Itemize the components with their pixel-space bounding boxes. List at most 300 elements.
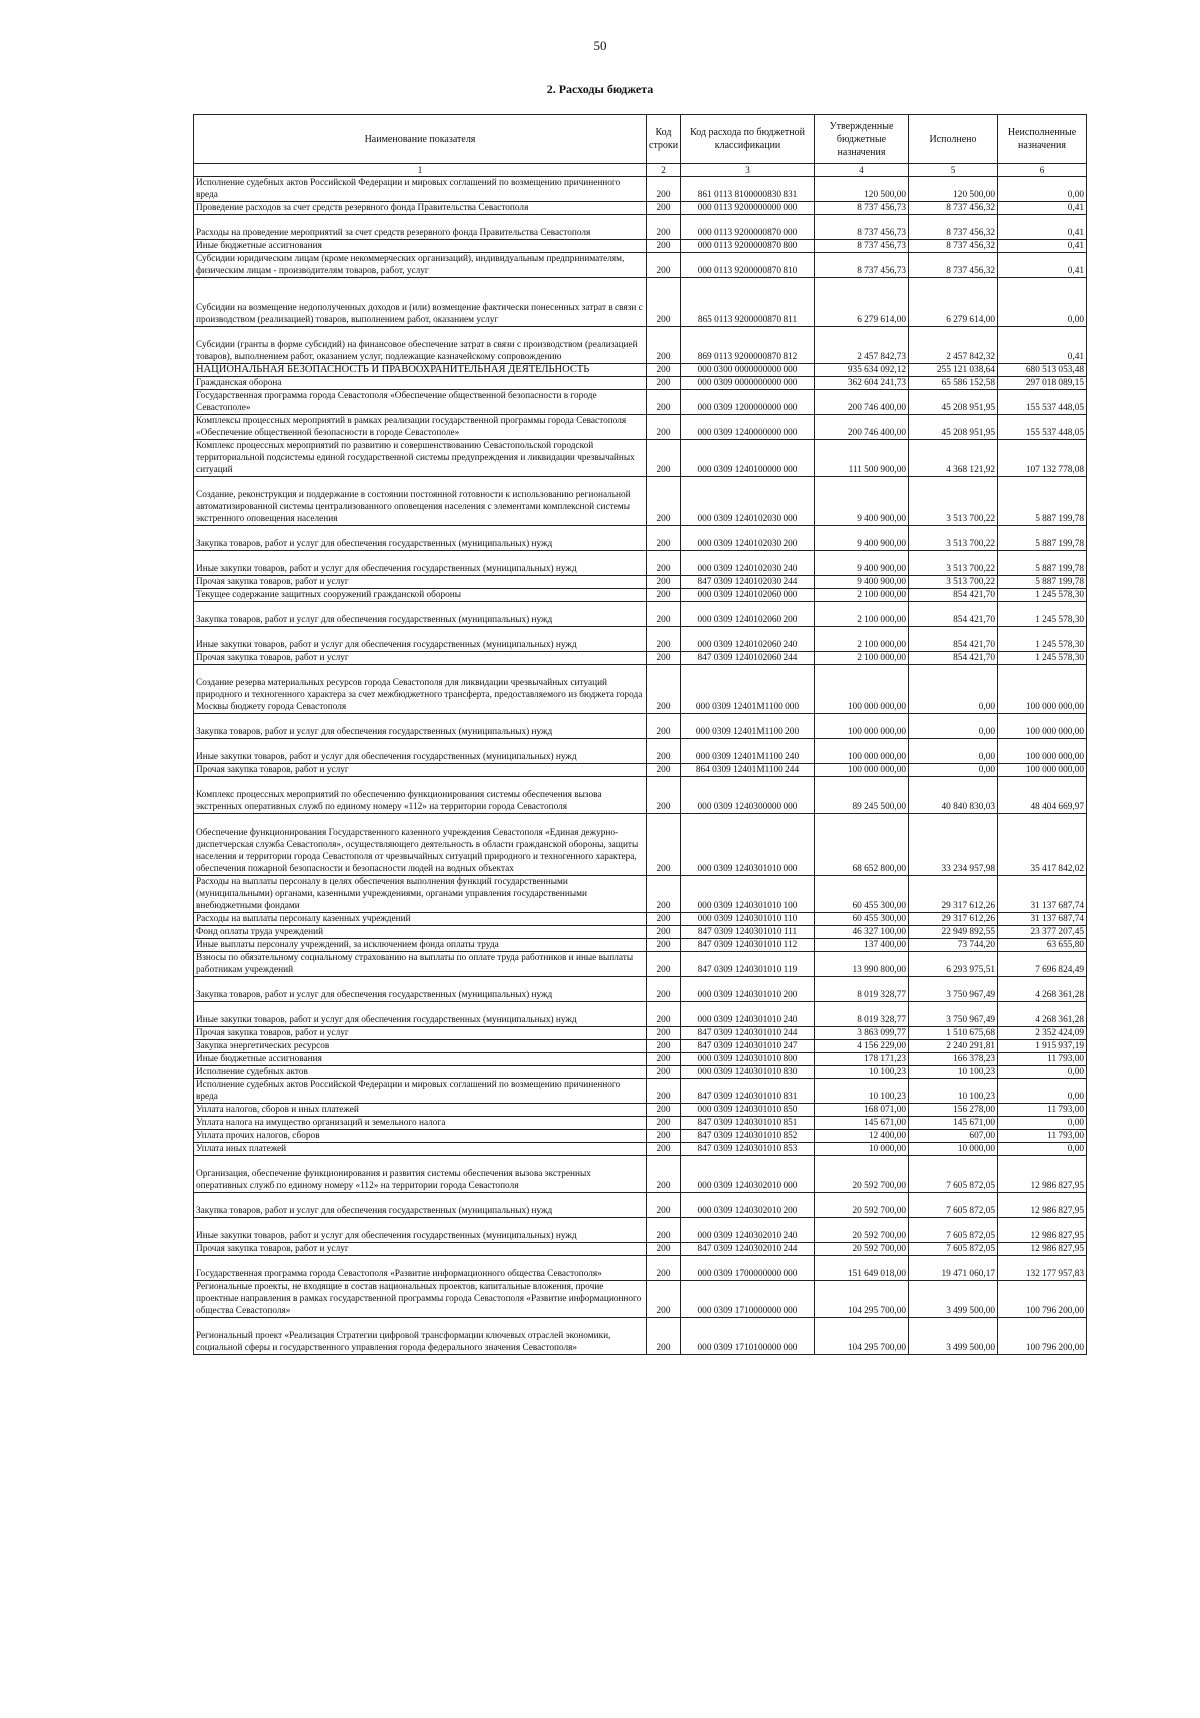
- row-executed: 3 499 500,00: [909, 1318, 998, 1355]
- row-line-code: 200: [647, 1193, 681, 1218]
- table-row: [194, 202, 1087, 215]
- row-approved: 200 746 400,00: [815, 390, 909, 415]
- table-row: [194, 739, 1087, 764]
- row-classification-code: 000 0309 1240102060 000: [681, 589, 815, 602]
- row-executed: 22 949 892,55: [909, 926, 998, 939]
- table-row: [194, 1256, 1087, 1281]
- row-approved: 2 100 000,00: [815, 589, 909, 602]
- table-row: [194, 1066, 1087, 1079]
- row-executed: 120 500,00: [909, 177, 998, 202]
- row-classification-code: 000 0309 12401M1100 000: [681, 665, 815, 714]
- row-line-code: 200: [647, 1079, 681, 1104]
- row-name: Прочая закупка товаров, работ и услуг: [194, 1027, 647, 1040]
- row-approved: 120 500,00: [815, 177, 909, 202]
- row-executed: 3 513 700,22: [909, 551, 998, 576]
- row-name: Текущее содержание защитных сооружений гражданской обороны: [194, 589, 647, 602]
- row-executed: 19 471 060,17: [909, 1256, 998, 1281]
- row-line-code: 200: [647, 1053, 681, 1066]
- row-executed: 156 278,00: [909, 1104, 998, 1117]
- row-name: Прочая закупка товаров, работ и услуг: [194, 652, 647, 665]
- row-name: Исполнение судебных актов Российской Федерации и мировых соглашений по возмещению причиненного вреда: [194, 177, 647, 202]
- row-name: Фонд оплаты труда учреждений: [194, 926, 647, 939]
- row-classification-code: 000 0309 1240301010 110: [681, 913, 815, 926]
- row-approved: 20 592 700,00: [815, 1156, 909, 1193]
- row-line-code: 200: [647, 602, 681, 627]
- row-line-code: 200: [647, 1256, 681, 1281]
- row-line-code: 200: [647, 714, 681, 739]
- header-approved: Утвержденные бюджетные назначения: [815, 115, 909, 164]
- row-name: Комплексы процессных мероприятий в рамках реализации государственной программы города Севастополя «Обеспечение общественной безопасности в городе Севастополе»: [194, 415, 647, 440]
- row-approved: 13 990 800,00: [815, 952, 909, 977]
- row-executed: 45 208 951,95: [909, 390, 998, 415]
- table-row: [194, 1218, 1087, 1243]
- row-executed: 0,00: [909, 764, 998, 777]
- row-name: Государственная программа города Севастополя «Обеспечение общественной безопасности в городе Севастополе»: [194, 390, 647, 415]
- table-row: [194, 1117, 1087, 1130]
- row-name: НАЦИОНАЛЬНАЯ БЕЗОПАСНОСТЬ И ПРАВООХРАНИТЕЛЬНАЯ ДЕЯТЕЛЬНОСТЬ: [194, 364, 647, 377]
- row-unexecuted: 1 245 578,30: [998, 627, 1087, 652]
- row-line-code: 200: [647, 551, 681, 576]
- row-unexecuted: 100 000 000,00: [998, 739, 1087, 764]
- column-number: 1: [194, 164, 647, 177]
- row-classification-code: 000 0309 1240100000 000: [681, 440, 815, 477]
- row-unexecuted: 35 417 842,02: [998, 814, 1087, 876]
- row-classification-code: 000 0309 1240102060 200: [681, 602, 815, 627]
- row-line-code: 200: [647, 977, 681, 1002]
- row-approved: 20 592 700,00: [815, 1243, 909, 1256]
- table-row: [194, 1193, 1087, 1218]
- table-row: [194, 1281, 1087, 1318]
- row-unexecuted: 100 796 200,00: [998, 1281, 1087, 1318]
- row-classification-code: 000 0309 1240102030 000: [681, 477, 815, 526]
- table-row: [194, 1027, 1087, 1040]
- row-line-code: 200: [647, 764, 681, 777]
- row-executed: 65 586 152,58: [909, 377, 998, 390]
- row-name: Закупка товаров, работ и услуг для обеспечения государственных (муниципальных) нужд: [194, 526, 647, 551]
- table-row: [194, 576, 1087, 589]
- row-executed: 0,00: [909, 714, 998, 739]
- row-classification-code: 000 0300 0000000000 000: [681, 364, 815, 377]
- row-line-code: 200: [647, 278, 681, 327]
- row-line-code: 200: [647, 1117, 681, 1130]
- table-row: [194, 1318, 1087, 1355]
- table-row: [194, 253, 1087, 278]
- table-row: [194, 876, 1087, 913]
- row-approved: 2 100 000,00: [815, 627, 909, 652]
- row-executed: 33 234 957,98: [909, 814, 998, 876]
- row-classification-code: 000 0309 12401M1100 200: [681, 714, 815, 739]
- table-row: [194, 377, 1087, 390]
- row-approved: 100 000 000,00: [815, 714, 909, 739]
- row-name: Уплата налогов, сборов и иных платежей: [194, 1104, 647, 1117]
- table-row: [194, 526, 1087, 551]
- page-number: 50: [593, 38, 607, 53]
- row-unexecuted: 132 177 957,83: [998, 1256, 1087, 1281]
- row-approved: 2 457 842,73: [815, 327, 909, 364]
- row-name: Организация, обеспечение функционирования и развития системы обеспечения вызова экстренных оперативных служб по единому номеру «112» на территории города Севастополя: [194, 1156, 647, 1193]
- row-line-code: 200: [647, 627, 681, 652]
- row-name: Создание, реконструкция и поддержание в состоянии постоянной готовности к использованию региональной автоматизированной системы централизованного оповещения населения с элементами комплексной системы экстренного оповещения населения: [194, 477, 647, 526]
- row-name: Уплата иных платежей: [194, 1143, 647, 1156]
- row-unexecuted: 7 696 824,49: [998, 952, 1087, 977]
- row-line-code: 200: [647, 327, 681, 364]
- row-unexecuted: 5 887 199,78: [998, 477, 1087, 526]
- row-unexecuted: 4 268 361,28: [998, 977, 1087, 1002]
- row-classification-code: 847 0309 1240301010 852: [681, 1130, 815, 1143]
- row-name: Прочая закупка товаров, работ и услуг: [194, 576, 647, 589]
- row-unexecuted: 12 986 827,95: [998, 1243, 1087, 1256]
- row-name: Закупка товаров, работ и услуг для обеспечения государственных (муниципальных) нужд: [194, 977, 647, 1002]
- row-executed: 2 240 291,81: [909, 1040, 998, 1053]
- row-unexecuted: 0,41: [998, 215, 1087, 240]
- row-executed: 8 737 456,32: [909, 253, 998, 278]
- column-number: 6: [998, 164, 1087, 177]
- row-unexecuted: 23 377 207,45: [998, 926, 1087, 939]
- row-classification-code: 000 0113 9200000000 000: [681, 202, 815, 215]
- row-classification-code: 000 0309 1710000000 000: [681, 1281, 815, 1318]
- row-approved: 60 455 300,00: [815, 876, 909, 913]
- row-line-code: 200: [647, 1130, 681, 1143]
- row-classification-code: 847 0309 1240301010 111: [681, 926, 815, 939]
- row-line-code: 200: [647, 240, 681, 253]
- row-unexecuted: 0,00: [998, 278, 1087, 327]
- row-classification-code: 000 0309 1700000000 000: [681, 1256, 815, 1281]
- table-row: [194, 602, 1087, 627]
- row-name: Расходы на проведение мероприятий за счет средств резервного фонда Правительства Севастополя: [194, 215, 647, 240]
- row-classification-code: 000 0309 1240302010 240: [681, 1218, 815, 1243]
- table-row: [194, 327, 1087, 364]
- row-line-code: 200: [647, 589, 681, 602]
- row-line-code: 200: [647, 390, 681, 415]
- row-classification-code: 000 0113 9200000870 810: [681, 253, 815, 278]
- row-executed: 7 605 872,05: [909, 1156, 998, 1193]
- row-name: Субсидии юридическим лицам (кроме некоммерческих организаций), индивидуальным предпринимателям, физическим лицам - производителям товаров, работ, услуг: [194, 253, 647, 278]
- row-name: Иные бюджетные ассигнования: [194, 1053, 647, 1066]
- table-row: [194, 477, 1087, 526]
- row-unexecuted: 100 000 000,00: [998, 665, 1087, 714]
- row-line-code: 200: [647, 415, 681, 440]
- table-row: [194, 952, 1087, 977]
- row-line-code: 200: [647, 477, 681, 526]
- row-unexecuted: 297 018 089,15: [998, 377, 1087, 390]
- row-name: Комплекс процессных мероприятий по обеспечению функционирования системы обеспечения вызова экстренных оперативных служб по единому номеру «112» на территории города Севастополя: [194, 777, 647, 814]
- row-name: Закупка энергетических ресурсов: [194, 1040, 647, 1053]
- row-unexecuted: 0,00: [998, 1143, 1087, 1156]
- row-classification-code: 864 0309 12401M1100 244: [681, 764, 815, 777]
- row-unexecuted: 5 887 199,78: [998, 526, 1087, 551]
- row-executed: 7 605 872,05: [909, 1218, 998, 1243]
- row-executed: 3 513 700,22: [909, 477, 998, 526]
- row-approved: 8 019 328,77: [815, 1002, 909, 1027]
- row-unexecuted: 1 245 578,30: [998, 589, 1087, 602]
- row-name: Иные закупки товаров, работ и услуг для обеспечения государственных (муниципальных) нужд: [194, 739, 647, 764]
- row-approved: 10 100,23: [815, 1079, 909, 1104]
- table-row: [194, 551, 1087, 576]
- row-unexecuted: 1 245 578,30: [998, 602, 1087, 627]
- row-unexecuted: 0,00: [998, 177, 1087, 202]
- row-unexecuted: 0,41: [998, 202, 1087, 215]
- row-executed: 854 421,70: [909, 589, 998, 602]
- row-name: Создание резерва материальных ресурсов города Севастополя для ликвидации чрезвычайных ситуаций природного и техногенного характера за счет межбюджетного трансферта, предоставляемого из бюджета города Москвы бюджету города Севастополя: [194, 665, 647, 714]
- row-name: Расходы на выплаты персоналу в целях обеспечения выполнения функций государственными (муниципальными) органами, казенными учреждениями, органами управления государственными внебюджетными фондами: [194, 876, 647, 913]
- row-executed: 73 744,20: [909, 939, 998, 952]
- row-approved: 100 000 000,00: [815, 739, 909, 764]
- row-approved: 151 649 018,00: [815, 1256, 909, 1281]
- table-row: [194, 665, 1087, 714]
- row-line-code: 200: [647, 202, 681, 215]
- row-approved: 46 327 100,00: [815, 926, 909, 939]
- table-row: [194, 652, 1087, 665]
- header-unexecuted: Неисполненные назначения: [998, 115, 1087, 164]
- row-classification-code: 000 0309 1240102030 240: [681, 551, 815, 576]
- row-unexecuted: 2 352 424,09: [998, 1027, 1087, 1040]
- table-row: [194, 215, 1087, 240]
- row-approved: 137 400,00: [815, 939, 909, 952]
- row-name: Уплата налога на имущество организаций и земельного налога: [194, 1117, 647, 1130]
- table-row: [194, 278, 1087, 327]
- row-approved: 8 019 328,77: [815, 977, 909, 1002]
- row-line-code: 200: [647, 1156, 681, 1193]
- row-executed: 3 750 967,49: [909, 977, 998, 1002]
- row-line-code: 200: [647, 1002, 681, 1027]
- row-line-code: 200: [647, 215, 681, 240]
- row-unexecuted: 0,00: [998, 1117, 1087, 1130]
- table-row: [194, 415, 1087, 440]
- row-unexecuted: 155 537 448,05: [998, 390, 1087, 415]
- row-unexecuted: 11 793,00: [998, 1130, 1087, 1143]
- table-row: [194, 1040, 1087, 1053]
- row-unexecuted: 155 537 448,05: [998, 415, 1087, 440]
- row-approved: 935 634 092,12: [815, 364, 909, 377]
- row-classification-code: 000 0309 1240301010 850: [681, 1104, 815, 1117]
- row-line-code: 200: [647, 1040, 681, 1053]
- row-name: Уплата прочих налогов, сборов: [194, 1130, 647, 1143]
- row-classification-code: 861 0113 8100000830 831: [681, 177, 815, 202]
- row-executed: 10 000,00: [909, 1143, 998, 1156]
- table-row: [194, 1143, 1087, 1156]
- header-classification-code: Код расхода по бюджетной классификации: [681, 115, 815, 164]
- row-unexecuted: 107 132 778,08: [998, 440, 1087, 477]
- row-executed: 7 605 872,05: [909, 1243, 998, 1256]
- row-unexecuted: 100 000 000,00: [998, 764, 1087, 777]
- table-row: [194, 1079, 1087, 1104]
- row-approved: 104 295 700,00: [815, 1318, 909, 1355]
- row-classification-code: 847 0309 1240301010 112: [681, 939, 815, 952]
- row-approved: 168 071,00: [815, 1104, 909, 1117]
- row-classification-code: 000 0309 1240301010 800: [681, 1053, 815, 1066]
- row-classification-code: 847 0309 1240301010 831: [681, 1079, 815, 1104]
- row-approved: 104 295 700,00: [815, 1281, 909, 1318]
- row-unexecuted: 0,41: [998, 240, 1087, 253]
- row-executed: 29 317 612,26: [909, 876, 998, 913]
- row-classification-code: 847 0309 1240301010 244: [681, 1027, 815, 1040]
- section-title: 2. Расходы бюджета: [546, 82, 654, 96]
- row-approved: 145 671,00: [815, 1117, 909, 1130]
- row-executed: 10 100,23: [909, 1066, 998, 1079]
- row-approved: 2 100 000,00: [815, 602, 909, 627]
- row-name: Региональный проект «Реализация Стратегии цифровой трансформации ключевых отраслей экономики, социальной сферы и государственного управления города федерального значения Севастополя»: [194, 1318, 647, 1355]
- row-executed: 29 317 612,26: [909, 913, 998, 926]
- row-classification-code: 000 0309 1240301010 200: [681, 977, 815, 1002]
- row-classification-code: 000 0309 1240301010 100: [681, 876, 815, 913]
- row-line-code: 200: [647, 814, 681, 876]
- row-executed: 0,00: [909, 665, 998, 714]
- row-approved: 9 400 900,00: [815, 576, 909, 589]
- row-classification-code: 847 0309 1240301010 853: [681, 1143, 815, 1156]
- row-unexecuted: 4 268 361,28: [998, 1002, 1087, 1027]
- row-unexecuted: 0,00: [998, 1079, 1087, 1104]
- row-unexecuted: 11 793,00: [998, 1053, 1087, 1066]
- row-unexecuted: 12 986 827,95: [998, 1218, 1087, 1243]
- row-executed: 854 421,70: [909, 602, 998, 627]
- table-row: [194, 926, 1087, 939]
- row-classification-code: 847 0309 1240102060 244: [681, 652, 815, 665]
- table-row: [194, 1053, 1087, 1066]
- row-approved: 10 000,00: [815, 1143, 909, 1156]
- row-name: Исполнение судебных актов Российской Федерации и мировых соглашений по возмещению причиненного вреда: [194, 1079, 647, 1104]
- row-classification-code: 000 0309 1240300000 000: [681, 777, 815, 814]
- column-number: 4: [815, 164, 909, 177]
- row-executed: 6 293 975,51: [909, 952, 998, 977]
- row-name: Гражданская оборона: [194, 377, 647, 390]
- row-name: Иные бюджетные ассигнования: [194, 240, 647, 253]
- table-row: [194, 1002, 1087, 1027]
- row-name: Прочая закупка товаров, работ и услуг: [194, 764, 647, 777]
- row-classification-code: 847 0309 1240302010 244: [681, 1243, 815, 1256]
- row-executed: 6 279 614,00: [909, 278, 998, 327]
- row-name: Государственная программа города Севастополя «Развитие информационного общества Севастополя»: [194, 1256, 647, 1281]
- row-classification-code: 000 0309 1240301010 240: [681, 1002, 815, 1027]
- row-line-code: 200: [647, 739, 681, 764]
- row-unexecuted: 680 513 053,48: [998, 364, 1087, 377]
- row-approved: 20 592 700,00: [815, 1193, 909, 1218]
- row-line-code: 200: [647, 177, 681, 202]
- row-executed: 1 510 675,68: [909, 1027, 998, 1040]
- row-executed: 3 750 967,49: [909, 1002, 998, 1027]
- row-classification-code: 847 0309 1240301010 851: [681, 1117, 815, 1130]
- row-name: Субсидии на возмещение недополученных доходов и (или) возмещение фактически понесенных затрат в связи с производством (реализацией) товаров, выполнением работ, оказанием услуг: [194, 278, 647, 327]
- row-name: Иные закупки товаров, работ и услуг для обеспечения государственных (муниципальных) нужд: [194, 1218, 647, 1243]
- row-executed: 45 208 951,95: [909, 415, 998, 440]
- row-executed: 607,00: [909, 1130, 998, 1143]
- row-line-code: 200: [647, 1104, 681, 1117]
- table-row: [194, 1156, 1087, 1193]
- row-approved: 362 604 241,73: [815, 377, 909, 390]
- table-row: [194, 977, 1087, 1002]
- row-name: Комплекс процессных мероприятий по развитию и совершенствованию Севастопольской городской территориальной подсистемы единой государственной системы предупреждения и ликвидации чрезвычайных ситуаций: [194, 440, 647, 477]
- row-approved: 89 245 500,00: [815, 777, 909, 814]
- row-name: Закупка товаров, работ и услуг для обеспечения государственных (муниципальных) нужд: [194, 1193, 647, 1218]
- row-approved: 9 400 900,00: [815, 526, 909, 551]
- table-row: [194, 939, 1087, 952]
- row-classification-code: 000 0309 1240000000 000: [681, 415, 815, 440]
- row-approved: 8 737 456,73: [815, 253, 909, 278]
- row-line-code: 200: [647, 777, 681, 814]
- row-unexecuted: 100 000 000,00: [998, 714, 1087, 739]
- table-row: [194, 814, 1087, 876]
- row-classification-code: 000 0309 1240301010 000: [681, 814, 815, 876]
- row-approved: 3 863 099,77: [815, 1027, 909, 1040]
- row-approved: 68 652 800,00: [815, 814, 909, 876]
- row-classification-code: 865 0113 9200000870 811: [681, 278, 815, 327]
- row-name: Субсидии (гранты в форме субсидий) на финансовое обеспечение затрат в связи с производством (реализацией товаров), выполнением работ, оказанием услуг, подлежащие казначейскому сопровождению: [194, 327, 647, 364]
- row-unexecuted: 31 137 687,74: [998, 913, 1087, 926]
- row-line-code: 200: [647, 526, 681, 551]
- row-unexecuted: 48 404 669,97: [998, 777, 1087, 814]
- row-name: Иные выплаты персоналу учреждений, за исключением фонда оплаты труда: [194, 939, 647, 952]
- table-row: [194, 764, 1087, 777]
- row-unexecuted: 12 986 827,95: [998, 1156, 1087, 1193]
- row-approved: 8 737 456,73: [815, 240, 909, 253]
- row-name: Иные закупки товаров, работ и услуг для обеспечения государственных (муниципальных) нужд: [194, 551, 647, 576]
- row-name: Взносы по обязательному социальному страхованию на выплаты по оплате труда работников и иные выплаты работникам учреждений: [194, 952, 647, 977]
- table-row: [194, 777, 1087, 814]
- row-name: Прочая закупка товаров, работ и услуг: [194, 1243, 647, 1256]
- row-classification-code: 847 0309 1240102030 244: [681, 576, 815, 589]
- row-executed: 8 737 456,32: [909, 240, 998, 253]
- row-approved: 60 455 300,00: [815, 913, 909, 926]
- row-unexecuted: 0,41: [998, 327, 1087, 364]
- row-approved: 20 592 700,00: [815, 1218, 909, 1243]
- header-executed: Исполнено: [909, 115, 998, 164]
- row-line-code: 200: [647, 377, 681, 390]
- row-executed: 3 513 700,22: [909, 526, 998, 551]
- table-row: [194, 589, 1087, 602]
- table-body: [194, 177, 1087, 1355]
- row-line-code: 200: [647, 576, 681, 589]
- row-classification-code: 000 0113 9200000870 800: [681, 240, 815, 253]
- row-executed: 166 378,23: [909, 1053, 998, 1066]
- header-line-code: Код строки: [647, 115, 681, 164]
- row-name: Исполнение судебных актов: [194, 1066, 647, 1079]
- header-name: Наименование показателя: [194, 115, 647, 164]
- row-line-code: 200: [647, 926, 681, 939]
- row-approved: 111 500 900,00: [815, 440, 909, 477]
- row-unexecuted: 100 796 200,00: [998, 1318, 1087, 1355]
- row-executed: 10 100,23: [909, 1079, 998, 1104]
- row-approved: 4 156 229,00: [815, 1040, 909, 1053]
- table-row: [194, 913, 1087, 926]
- row-line-code: 200: [647, 1027, 681, 1040]
- column-number: 5: [909, 164, 998, 177]
- row-name: Иные закупки товаров, работ и услуг для обеспечения государственных (муниципальных) нужд: [194, 1002, 647, 1027]
- row-line-code: 200: [647, 1281, 681, 1318]
- table-row: [194, 1130, 1087, 1143]
- row-executed: 854 421,70: [909, 627, 998, 652]
- row-unexecuted: 1 915 937,19: [998, 1040, 1087, 1053]
- table-row: [194, 440, 1087, 477]
- row-unexecuted: 1 245 578,30: [998, 652, 1087, 665]
- row-classification-code: 000 0309 12401M1100 240: [681, 739, 815, 764]
- row-name: Иные закупки товаров, работ и услуг для обеспечения государственных (муниципальных) нужд: [194, 627, 647, 652]
- table-row: [194, 364, 1087, 377]
- row-classification-code: 847 0309 1240301010 247: [681, 1040, 815, 1053]
- row-unexecuted: 63 655,80: [998, 939, 1087, 952]
- row-approved: 200 746 400,00: [815, 415, 909, 440]
- row-line-code: 200: [647, 1066, 681, 1079]
- row-classification-code: 000 0309 1240102060 240: [681, 627, 815, 652]
- row-classification-code: 869 0113 9200000870 812: [681, 327, 815, 364]
- table-row: [194, 177, 1087, 202]
- row-executed: 3 513 700,22: [909, 576, 998, 589]
- row-classification-code: 000 0309 0000000000 000: [681, 377, 815, 390]
- row-approved: 2 100 000,00: [815, 652, 909, 665]
- row-name: Закупка товаров, работ и услуг для обеспечения государственных (муниципальных) нужд: [194, 714, 647, 739]
- row-name: Региональные проекты, не входящие в состав национальных проектов, капитальные вложения, прочие проектные направления в рамках государственной программы города Севастополя «Развитие информационного общества Севастополя»: [194, 1281, 647, 1318]
- row-executed: 40 840 830,03: [909, 777, 998, 814]
- row-line-code: 200: [647, 1218, 681, 1243]
- row-approved: 12 400,00: [815, 1130, 909, 1143]
